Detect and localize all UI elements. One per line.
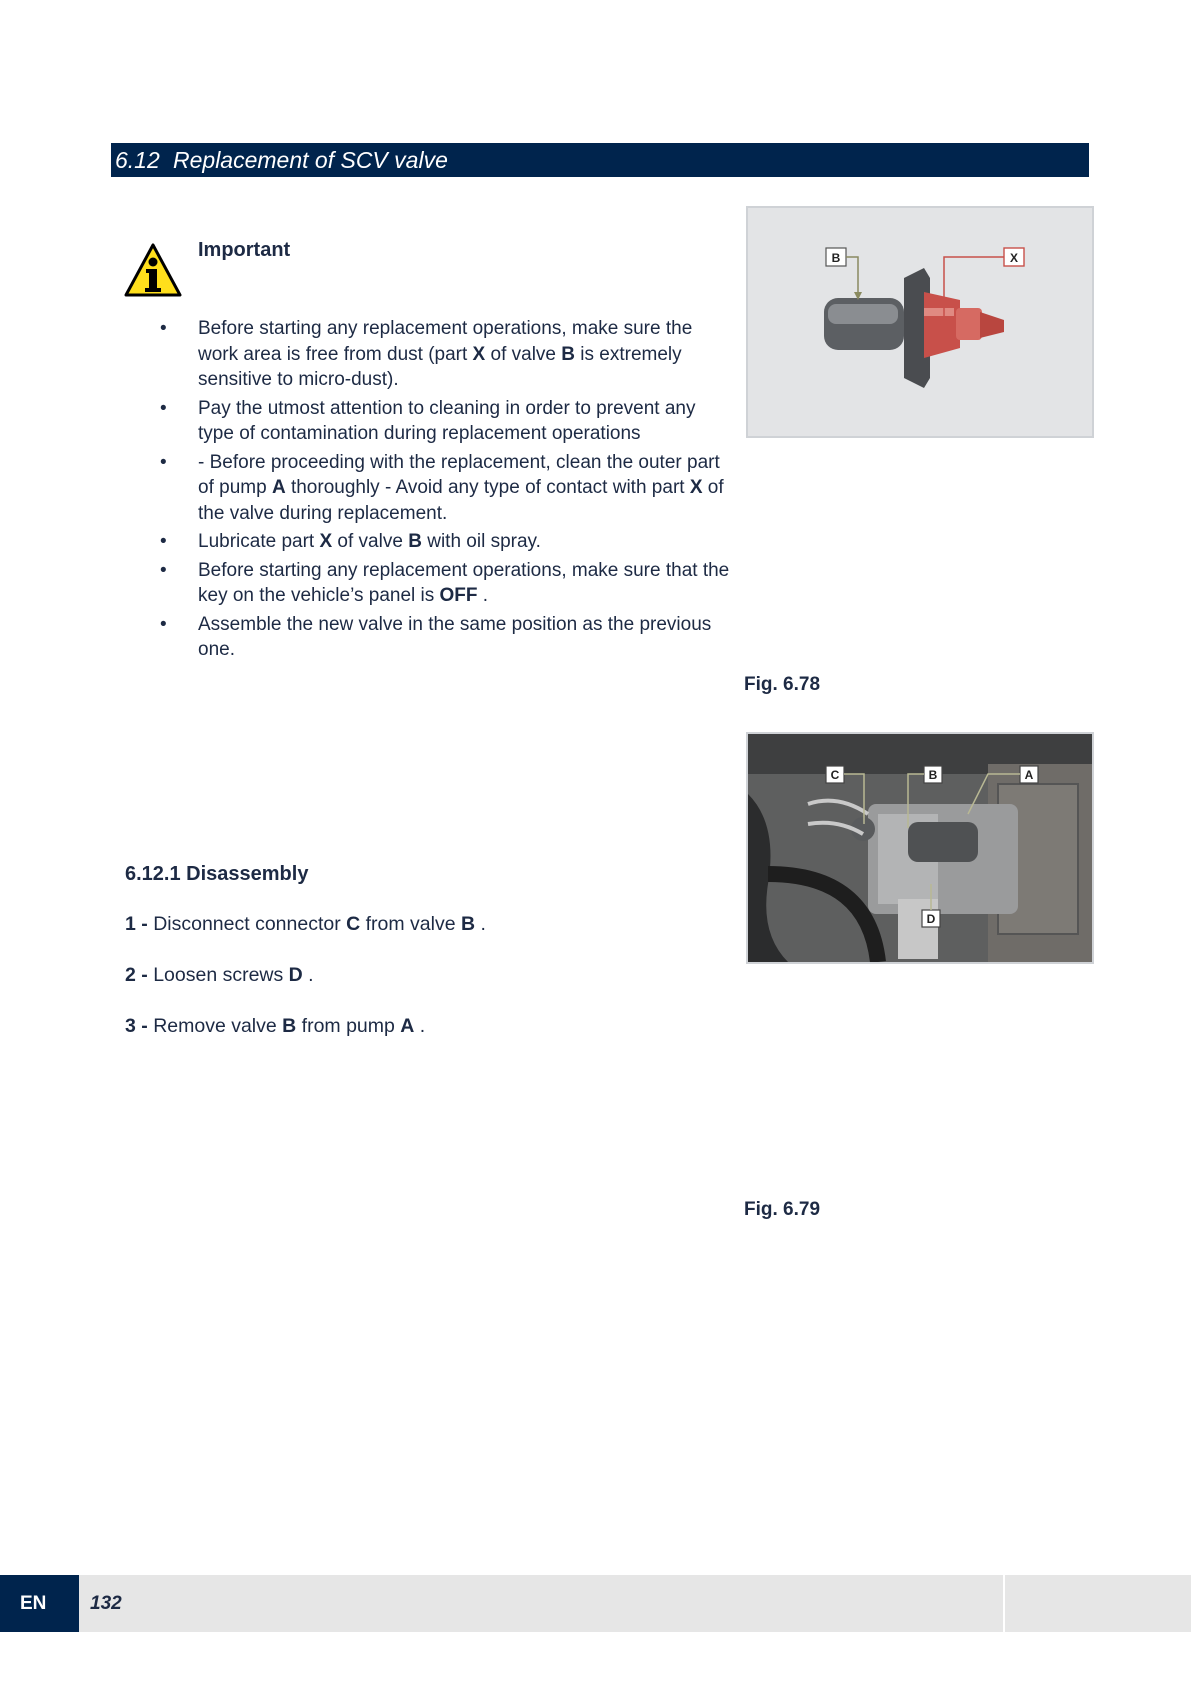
emphasis-text: X xyxy=(472,343,486,365)
subsection-title: 6.12.1 Disassembly xyxy=(125,863,309,885)
figure-pump-assembly xyxy=(746,732,1094,964)
bullet-dot: • xyxy=(160,318,167,339)
step-2: 2 - Loosen screws D . xyxy=(125,964,314,986)
bullet-item xyxy=(160,316,730,393)
emphasis-text: X xyxy=(319,531,333,552)
important-label: Important xyxy=(198,239,291,261)
fig1-label-b: B xyxy=(831,251,841,265)
pump-assembly-photo xyxy=(748,734,1092,962)
figure-caption: Fig. 6.79 xyxy=(744,1199,821,1220)
figure-scv-valve xyxy=(746,206,1094,438)
emphasis-text: B xyxy=(282,1015,297,1037)
bullet-text: - Before proceeding with the replacement, clean the outer part of pump A thoroughly - Avoid any type of contact with part X of the valve during replacement. xyxy=(198,451,724,524)
step-1: 1 - Disconnect connector C from valve B . xyxy=(125,913,486,935)
emphasis-text: A xyxy=(400,1015,415,1037)
step-3: 3 - Remove valve B from pump A . xyxy=(125,1015,426,1037)
bullet-item xyxy=(160,450,730,527)
scv-valve-illustration xyxy=(748,208,1092,436)
emphasis-text: 3 - xyxy=(125,1015,154,1037)
section-number: 6.12 xyxy=(115,147,160,173)
bullet-text: Assemble the new valve in the same position as the previous one. xyxy=(198,613,712,660)
language-code: EN xyxy=(20,1593,47,1614)
bullet-dot: • xyxy=(160,559,167,581)
emphasis-text: 2 - xyxy=(125,964,154,986)
emphasis-text: X xyxy=(689,477,703,498)
bullet-text: Before starting any replacement operations, make sure the work area is free from dust (part X of valve B is extremely sensitive to micro-dust). xyxy=(198,318,693,390)
figure-caption: Fig. 6.78 xyxy=(744,674,821,695)
warning-info-icon xyxy=(124,243,182,297)
fig2-label-a: A xyxy=(1024,768,1034,782)
bullet-item xyxy=(160,558,730,609)
emphasis-text: D xyxy=(288,964,303,986)
emphasis-text: B xyxy=(561,343,576,365)
bullet-item xyxy=(160,396,730,447)
emphasis-text: C xyxy=(346,913,361,935)
fig2-label-c: C xyxy=(830,768,840,782)
emphasis-text: OFF xyxy=(439,585,478,606)
footer-right-block xyxy=(1005,1575,1191,1632)
emphasis-text: A xyxy=(271,477,286,498)
section-title: Replacement of SCV valve xyxy=(173,147,448,173)
section-header xyxy=(111,143,1089,177)
bullet-dot: • xyxy=(160,451,167,473)
important-bullet-list xyxy=(160,316,730,666)
emphasis-text: 1 - xyxy=(125,913,154,935)
footer-language xyxy=(0,1575,79,1632)
bullet-text: Pay the utmost attention to cleaning in order to prevent any type of contamination during replacement operations xyxy=(198,397,696,444)
footer-bar xyxy=(79,1575,1003,1632)
fig2-label-d: D xyxy=(926,912,936,926)
bullet-dot: • xyxy=(160,531,167,552)
fig2-label-b: B xyxy=(928,768,938,782)
bullet-text: Before starting any replacement operations, make sure that the key on the vehicle’s panel is OFF . xyxy=(198,559,730,606)
emphasis-text: B xyxy=(461,913,476,935)
bullet-item xyxy=(160,529,730,555)
page-number: 132 xyxy=(90,1593,122,1614)
bullet-item xyxy=(160,612,730,663)
emphasis-text: B xyxy=(408,531,422,552)
bullet-dot: • xyxy=(160,613,167,635)
fig1-label-x: X xyxy=(1009,251,1019,265)
bullet-dot: • xyxy=(160,397,167,419)
bullet-text: Lubricate part X of valve B with oil spray. xyxy=(198,531,541,552)
